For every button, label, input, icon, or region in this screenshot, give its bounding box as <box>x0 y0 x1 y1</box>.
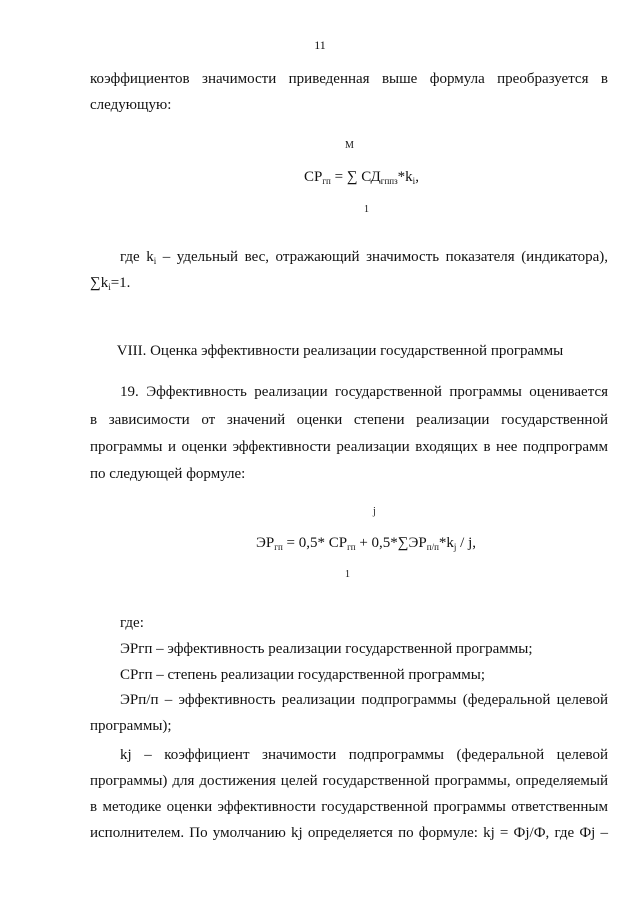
formula2-a-sub: гп <box>274 542 283 552</box>
where-ki-text: где k <box>120 249 154 265</box>
para19-line-4: по следующей формуле: <box>90 466 246 482</box>
formula1-upper-limit: M <box>345 140 354 151</box>
formula1-tail-sub: i <box>412 176 416 186</box>
page-number: 11 <box>314 38 326 52</box>
def-erpp-line-1: ЭРп/п – эффективность реализации подпрограммы (федеральной целевой <box>120 692 608 708</box>
formula1-lower-limit: 1 <box>364 204 369 215</box>
formula1-lhs-sub: гп <box>322 176 331 186</box>
def-srgp: СРгп – степень реализации государственной программы; <box>120 667 485 683</box>
formula1-end: , <box>415 169 419 185</box>
formula2-lower-limit: 1 <box>345 569 350 580</box>
intro-line-1: коэффициентов значимости приведенная выше формула преобразуется в <box>90 71 608 87</box>
formula1-mid-sub: гппз <box>380 176 398 186</box>
formula2-e: / j, <box>456 535 476 551</box>
formula2-c-sub: п/п <box>426 542 439 552</box>
defs-where: где: <box>120 615 144 631</box>
para19-line-2: в зависимости от значений оценки степени реализации государственной <box>90 412 608 428</box>
sum-ki-rest: =1. <box>110 275 131 291</box>
where-ki-line-1 <box>90 244 608 270</box>
formula1-lhs: СР <box>304 169 323 185</box>
formula2-d-sub: j <box>453 542 457 552</box>
where-ki-rest: – удельный вес, отражающий значимость показателя (индикатора), <box>156 249 608 265</box>
sum-ki-text: ∑k <box>90 275 109 291</box>
formula1-tail: *k <box>397 169 413 185</box>
where-ki-sub: i <box>153 256 157 266</box>
formula2-d: *k <box>438 535 454 551</box>
formula2-b: = 0,5* СР <box>282 535 348 551</box>
intro-line-2: следующую: <box>90 97 172 113</box>
where-ki-line-2 <box>90 270 608 296</box>
section-heading: VIII. Оценка эффективности реализации государственной программы <box>116 343 564 359</box>
def-kj-line-3: в методике оценки эффективности государственной программы ответственным <box>90 799 608 815</box>
sum-ki-sub: i <box>108 282 111 292</box>
formula2-upper-limit: j <box>373 506 376 517</box>
def-kj-line-2: программы) для достижения целей государственной программы, определяемый <box>90 773 608 789</box>
para19-line-3: программы и оценки эффективности реализации входящих в нее подпрограмм <box>90 439 608 455</box>
para19-line-1: 19. Эффективность реализации государственной программы оценивается <box>120 384 608 400</box>
formula1 <box>304 169 419 186</box>
def-kj-line-4: исполнителем. По умолчанию kj определяется по формуле: kj = Фj/Ф, где Фj – <box>90 825 608 841</box>
formula2-a: ЭР <box>256 535 275 551</box>
formula1-mid: = ∑ СД <box>330 169 381 185</box>
formula2 <box>256 535 476 552</box>
formula2-b-sub: гп <box>347 542 356 552</box>
def-kj-line-1: kj – коэффициент значимости подпрограммы (федеральной целевой <box>120 747 608 763</box>
def-erpp-line-2: программы); <box>90 718 172 734</box>
formula2-c: + 0,5*∑ЭР <box>355 535 427 551</box>
def-ergp: ЭРгп – эффективность реализации государственной программы; <box>120 641 533 657</box>
